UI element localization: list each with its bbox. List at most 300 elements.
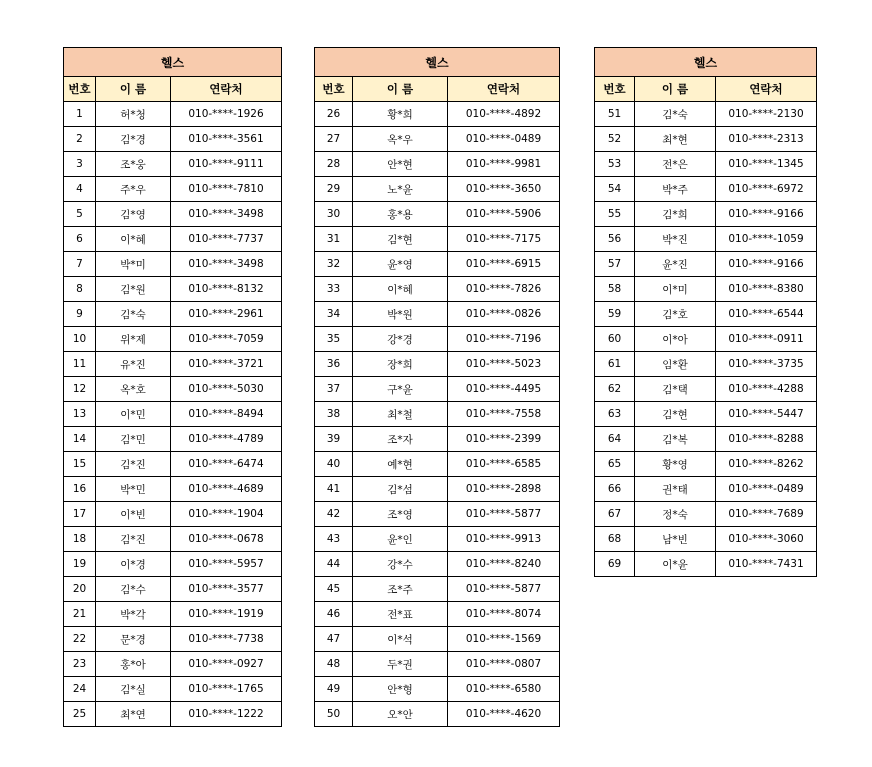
contact-cell: 010-****-8262	[716, 452, 817, 477]
contact-cell: 010-****-0911	[716, 327, 817, 352]
member-name-cell: 박*진	[635, 227, 716, 252]
table-row	[595, 302, 817, 327]
member-name-cell: 김*숙	[635, 102, 716, 127]
row-number-cell: 31	[315, 227, 353, 252]
contact-cell: 010-****-5877	[448, 502, 560, 527]
table-row	[595, 427, 817, 452]
column-header-contact: 연락처	[716, 77, 817, 102]
member-name-cell: 옥*우	[353, 127, 448, 152]
contact-cell: 010-****-2898	[448, 477, 560, 502]
row-number-cell: 41	[315, 477, 353, 502]
table-row	[595, 102, 817, 127]
row-number-cell: 69	[595, 552, 635, 577]
row-number-cell: 42	[315, 502, 353, 527]
row-number-cell: 38	[315, 402, 353, 427]
contact-cell: 010-****-0807	[448, 652, 560, 677]
contact-cell: 010-****-8288	[716, 427, 817, 452]
row-number-cell: 68	[595, 527, 635, 552]
row-number-cell: 33	[315, 277, 353, 302]
contact-cell: 010-****-7196	[448, 327, 560, 352]
row-number-cell: 1	[64, 102, 96, 127]
row-number-cell: 66	[595, 477, 635, 502]
row-number-cell: 14	[64, 427, 96, 452]
contact-cell: 010-****-1345	[716, 152, 817, 177]
contact-cell: 010-****-9166	[716, 252, 817, 277]
member-name-cell: 김*영	[96, 202, 171, 227]
table-row	[595, 327, 817, 352]
table-row	[315, 552, 560, 577]
row-number-cell: 61	[595, 352, 635, 377]
member-name-cell: 이*아	[635, 327, 716, 352]
column-header-name: 이 름	[96, 77, 171, 102]
member-name-cell: 전*은	[635, 152, 716, 177]
table-row	[315, 702, 560, 727]
row-number-cell: 4	[64, 177, 96, 202]
member-name-cell: 유*진	[96, 352, 171, 377]
row-number-cell: 67	[595, 502, 635, 527]
contact-cell: 010-****-2313	[716, 127, 817, 152]
member-name-cell: 윤*영	[353, 252, 448, 277]
table-title: 헬스	[595, 48, 817, 77]
row-number-cell: 12	[64, 377, 96, 402]
roster-table-3	[594, 47, 817, 577]
row-number-cell: 17	[64, 502, 96, 527]
table-title-row	[595, 48, 817, 77]
member-name-cell: 이*혜	[353, 277, 448, 302]
contact-cell: 010-****-3498	[171, 252, 282, 277]
table-title-row	[315, 48, 560, 77]
member-name-cell: 문*경	[96, 627, 171, 652]
member-name-cell: 김*택	[635, 377, 716, 402]
contact-cell: 010-****-5023	[448, 352, 560, 377]
table-row	[595, 477, 817, 502]
member-name-cell: 김*섬	[353, 477, 448, 502]
member-name-cell: 강*경	[353, 327, 448, 352]
contact-cell: 010-****-7737	[171, 227, 282, 252]
contact-cell: 010-****-7810	[171, 177, 282, 202]
member-name-cell: 김*진	[96, 452, 171, 477]
row-number-cell: 46	[315, 602, 353, 627]
member-name-cell: 전*표	[353, 602, 448, 627]
table-row	[64, 552, 282, 577]
column-header-number: 번호	[64, 77, 96, 102]
contact-cell: 010-****-1919	[171, 602, 282, 627]
table-row	[315, 427, 560, 452]
contact-cell: 010-****-1765	[171, 677, 282, 702]
table-row	[595, 202, 817, 227]
contact-cell: 010-****-0489	[716, 477, 817, 502]
row-number-cell: 29	[315, 177, 353, 202]
member-name-cell: 조*웅	[96, 152, 171, 177]
member-name-cell: 김*현	[353, 227, 448, 252]
member-name-cell: 최*현	[635, 127, 716, 152]
row-number-cell: 2	[64, 127, 96, 152]
member-name-cell: 강*수	[353, 552, 448, 577]
row-number-cell: 21	[64, 602, 96, 627]
contact-cell: 010-****-6474	[171, 452, 282, 477]
member-name-cell: 노*윤	[353, 177, 448, 202]
row-number-cell: 54	[595, 177, 635, 202]
contact-cell: 010-****-4288	[716, 377, 817, 402]
table-row	[315, 227, 560, 252]
row-number-cell: 16	[64, 477, 96, 502]
member-name-cell: 김*실	[96, 677, 171, 702]
member-name-cell: 황*영	[635, 452, 716, 477]
row-number-cell: 53	[595, 152, 635, 177]
contact-cell: 010-****-3735	[716, 352, 817, 377]
table-row	[64, 702, 282, 727]
member-name-cell: 홍*아	[96, 652, 171, 677]
contact-cell: 010-****-1059	[716, 227, 817, 252]
column-header-contact: 연락처	[448, 77, 560, 102]
member-name-cell: 박*주	[635, 177, 716, 202]
row-number-cell: 20	[64, 577, 96, 602]
row-number-cell: 64	[595, 427, 635, 452]
member-name-cell: 임*환	[635, 352, 716, 377]
contact-cell: 010-****-4789	[171, 427, 282, 452]
member-name-cell: 이*석	[353, 627, 448, 652]
contact-cell: 010-****-2399	[448, 427, 560, 452]
row-number-cell: 56	[595, 227, 635, 252]
row-number-cell: 26	[315, 102, 353, 127]
table-row	[64, 677, 282, 702]
contact-cell: 010-****-8240	[448, 552, 560, 577]
table-row	[315, 402, 560, 427]
column-header-contact: 연락처	[171, 77, 282, 102]
table-row	[64, 102, 282, 127]
roster-table-1	[63, 47, 282, 727]
table-row	[315, 152, 560, 177]
row-number-cell: 35	[315, 327, 353, 352]
contact-cell: 010-****-6544	[716, 302, 817, 327]
table-row	[315, 677, 560, 702]
contact-cell: 010-****-4689	[171, 477, 282, 502]
row-number-cell: 47	[315, 627, 353, 652]
row-number-cell: 52	[595, 127, 635, 152]
row-number-cell: 22	[64, 627, 96, 652]
row-number-cell: 9	[64, 302, 96, 327]
table-row	[595, 127, 817, 152]
contact-cell: 010-****-6972	[716, 177, 817, 202]
member-name-cell: 위*제	[96, 327, 171, 352]
contact-cell: 010-****-1926	[171, 102, 282, 127]
member-name-cell: 이*민	[96, 402, 171, 427]
column-header-number: 번호	[595, 77, 635, 102]
row-number-cell: 7	[64, 252, 96, 277]
row-number-cell: 32	[315, 252, 353, 277]
member-name-cell: 윤*인	[353, 527, 448, 552]
table-body	[64, 102, 282, 727]
member-name-cell: 김*호	[635, 302, 716, 327]
table-row	[315, 352, 560, 377]
row-number-cell: 24	[64, 677, 96, 702]
contact-cell: 010-****-7826	[448, 277, 560, 302]
row-number-cell: 50	[315, 702, 353, 727]
contact-cell: 010-****-3721	[171, 352, 282, 377]
member-name-cell: 권*태	[635, 477, 716, 502]
member-name-cell: 조*영	[353, 502, 448, 527]
column-header-name: 이 름	[353, 77, 448, 102]
table-row	[315, 277, 560, 302]
contact-cell: 010-****-3650	[448, 177, 560, 202]
table-row	[595, 227, 817, 252]
contact-cell: 010-****-6915	[448, 252, 560, 277]
table-row	[315, 627, 560, 652]
table-title: 헬스	[315, 48, 560, 77]
table-header-row	[64, 77, 282, 102]
row-number-cell: 23	[64, 652, 96, 677]
column-header-number: 번호	[315, 77, 353, 102]
row-number-cell: 57	[595, 252, 635, 277]
row-number-cell: 40	[315, 452, 353, 477]
contact-cell: 010-****-0678	[171, 527, 282, 552]
row-number-cell: 3	[64, 152, 96, 177]
column-header-name: 이 름	[635, 77, 716, 102]
row-number-cell: 11	[64, 352, 96, 377]
member-name-cell: 안*현	[353, 152, 448, 177]
table-row	[595, 377, 817, 402]
table-row	[64, 577, 282, 602]
table-row	[64, 652, 282, 677]
member-name-cell: 안*형	[353, 677, 448, 702]
member-name-cell: 이*윤	[635, 552, 716, 577]
member-name-cell: 박*원	[353, 302, 448, 327]
table-row	[595, 452, 817, 477]
table-row	[595, 252, 817, 277]
row-number-cell: 55	[595, 202, 635, 227]
contact-cell: 010-****-3498	[171, 202, 282, 227]
member-name-cell: 김*복	[635, 427, 716, 452]
contact-cell: 010-****-0489	[448, 127, 560, 152]
member-name-cell: 허*청	[96, 102, 171, 127]
table-row	[315, 477, 560, 502]
row-number-cell: 5	[64, 202, 96, 227]
row-number-cell: 19	[64, 552, 96, 577]
table-row	[315, 177, 560, 202]
table-row	[64, 327, 282, 352]
roster-table-2	[314, 47, 560, 727]
contact-cell: 010-****-5030	[171, 377, 282, 402]
contact-cell: 010-****-9166	[716, 202, 817, 227]
table-row	[64, 177, 282, 202]
member-name-cell: 정*숙	[635, 502, 716, 527]
member-name-cell: 옥*호	[96, 377, 171, 402]
table-body	[595, 102, 817, 577]
contact-cell: 010-****-5906	[448, 202, 560, 227]
member-name-cell: 홍*용	[353, 202, 448, 227]
member-name-cell: 구*윤	[353, 377, 448, 402]
contact-cell: 010-****-7558	[448, 402, 560, 427]
table-row	[64, 602, 282, 627]
row-number-cell: 48	[315, 652, 353, 677]
member-name-cell: 오*안	[353, 702, 448, 727]
row-number-cell: 58	[595, 277, 635, 302]
row-number-cell: 65	[595, 452, 635, 477]
contact-cell: 010-****-3577	[171, 577, 282, 602]
member-name-cell: 이*빈	[96, 502, 171, 527]
table-row	[315, 502, 560, 527]
contact-cell: 010-****-2961	[171, 302, 282, 327]
contact-cell: 010-****-4495	[448, 377, 560, 402]
row-number-cell: 6	[64, 227, 96, 252]
row-number-cell: 44	[315, 552, 353, 577]
table-row	[64, 627, 282, 652]
row-number-cell: 60	[595, 327, 635, 352]
table-row	[64, 227, 282, 252]
contact-cell: 010-****-1569	[448, 627, 560, 652]
table-row	[595, 552, 817, 577]
row-number-cell: 36	[315, 352, 353, 377]
contact-cell: 010-****-7059	[171, 327, 282, 352]
contact-cell: 010-****-9111	[171, 152, 282, 177]
member-name-cell: 이*혜	[96, 227, 171, 252]
table-title: 헬스	[64, 48, 282, 77]
row-number-cell: 59	[595, 302, 635, 327]
member-name-cell: 김*희	[635, 202, 716, 227]
table-row	[595, 527, 817, 552]
table-row	[64, 277, 282, 302]
table-row	[315, 102, 560, 127]
table-row	[64, 127, 282, 152]
table-row	[315, 577, 560, 602]
member-name-cell: 남*빈	[635, 527, 716, 552]
contact-cell: 010-****-6585	[448, 452, 560, 477]
table-row	[315, 302, 560, 327]
member-name-cell: 김*민	[96, 427, 171, 452]
table-row	[315, 452, 560, 477]
table-row	[315, 652, 560, 677]
member-name-cell: 김*진	[96, 527, 171, 552]
member-name-cell: 김*수	[96, 577, 171, 602]
table-row	[315, 527, 560, 552]
table-row	[595, 152, 817, 177]
contact-cell: 010-****-5957	[171, 552, 282, 577]
table-row	[64, 377, 282, 402]
member-name-cell: 김*경	[96, 127, 171, 152]
contact-cell: 010-****-8132	[171, 277, 282, 302]
member-name-cell: 주*우	[96, 177, 171, 202]
contact-cell: 010-****-8074	[448, 602, 560, 627]
row-number-cell: 28	[315, 152, 353, 177]
contact-cell: 010-****-3561	[171, 127, 282, 152]
table-row	[595, 177, 817, 202]
member-name-cell: 조*주	[353, 577, 448, 602]
row-number-cell: 51	[595, 102, 635, 127]
member-name-cell: 이*경	[96, 552, 171, 577]
table-header-row	[315, 77, 560, 102]
table-body	[315, 102, 560, 727]
contact-cell: 010-****-4892	[448, 102, 560, 127]
member-name-cell: 장*희	[353, 352, 448, 377]
row-number-cell: 37	[315, 377, 353, 402]
table-row	[64, 252, 282, 277]
contact-cell: 010-****-0826	[448, 302, 560, 327]
row-number-cell: 30	[315, 202, 353, 227]
contact-cell: 010-****-7431	[716, 552, 817, 577]
table-header-row	[595, 77, 817, 102]
table-row	[315, 252, 560, 277]
table-row	[64, 302, 282, 327]
table-row	[64, 152, 282, 177]
row-number-cell: 43	[315, 527, 353, 552]
member-name-cell: 김*원	[96, 277, 171, 302]
contact-cell: 010-****-7175	[448, 227, 560, 252]
row-number-cell: 63	[595, 402, 635, 427]
contact-cell: 010-****-4620	[448, 702, 560, 727]
member-name-cell: 김*현	[635, 402, 716, 427]
table-row	[595, 402, 817, 427]
row-number-cell: 27	[315, 127, 353, 152]
row-number-cell: 25	[64, 702, 96, 727]
contact-cell: 010-****-3060	[716, 527, 817, 552]
member-name-cell: 최*연	[96, 702, 171, 727]
table-row	[315, 602, 560, 627]
contact-cell: 010-****-7738	[171, 627, 282, 652]
table-row	[64, 452, 282, 477]
row-number-cell: 10	[64, 327, 96, 352]
member-name-cell: 최*철	[353, 402, 448, 427]
contact-cell: 010-****-6580	[448, 677, 560, 702]
member-name-cell: 박*민	[96, 477, 171, 502]
member-name-cell: 박*각	[96, 602, 171, 627]
member-name-cell: 김*숙	[96, 302, 171, 327]
table-row	[315, 202, 560, 227]
row-number-cell: 34	[315, 302, 353, 327]
table-row	[64, 527, 282, 552]
table-row	[64, 477, 282, 502]
table-row	[595, 502, 817, 527]
row-number-cell: 39	[315, 427, 353, 452]
row-number-cell: 13	[64, 402, 96, 427]
member-name-cell: 두*권	[353, 652, 448, 677]
row-number-cell: 18	[64, 527, 96, 552]
contact-cell: 010-****-5877	[448, 577, 560, 602]
contact-cell: 010-****-1222	[171, 702, 282, 727]
table-row	[315, 327, 560, 352]
member-name-cell: 황*희	[353, 102, 448, 127]
contact-cell: 010-****-0927	[171, 652, 282, 677]
contact-cell: 010-****-5447	[716, 402, 817, 427]
table-row	[315, 377, 560, 402]
contact-cell: 010-****-7689	[716, 502, 817, 527]
member-name-cell: 이*미	[635, 277, 716, 302]
table-row	[595, 277, 817, 302]
contact-cell: 010-****-1904	[171, 502, 282, 527]
row-number-cell: 45	[315, 577, 353, 602]
contact-cell: 010-****-2130	[716, 102, 817, 127]
contact-cell: 010-****-8380	[716, 277, 817, 302]
row-number-cell: 49	[315, 677, 353, 702]
table-row	[595, 352, 817, 377]
member-name-cell: 조*자	[353, 427, 448, 452]
table-row	[64, 427, 282, 452]
table-row	[64, 202, 282, 227]
row-number-cell: 15	[64, 452, 96, 477]
row-number-cell: 62	[595, 377, 635, 402]
member-name-cell: 박*미	[96, 252, 171, 277]
contact-cell: 010-****-9913	[448, 527, 560, 552]
row-number-cell: 8	[64, 277, 96, 302]
member-name-cell: 윤*진	[635, 252, 716, 277]
contact-cell: 010-****-9981	[448, 152, 560, 177]
table-title-row	[64, 48, 282, 77]
table-row	[64, 352, 282, 377]
contact-cell: 010-****-8494	[171, 402, 282, 427]
table-row	[64, 502, 282, 527]
table-row	[315, 127, 560, 152]
member-name-cell: 예*현	[353, 452, 448, 477]
table-row	[64, 402, 282, 427]
